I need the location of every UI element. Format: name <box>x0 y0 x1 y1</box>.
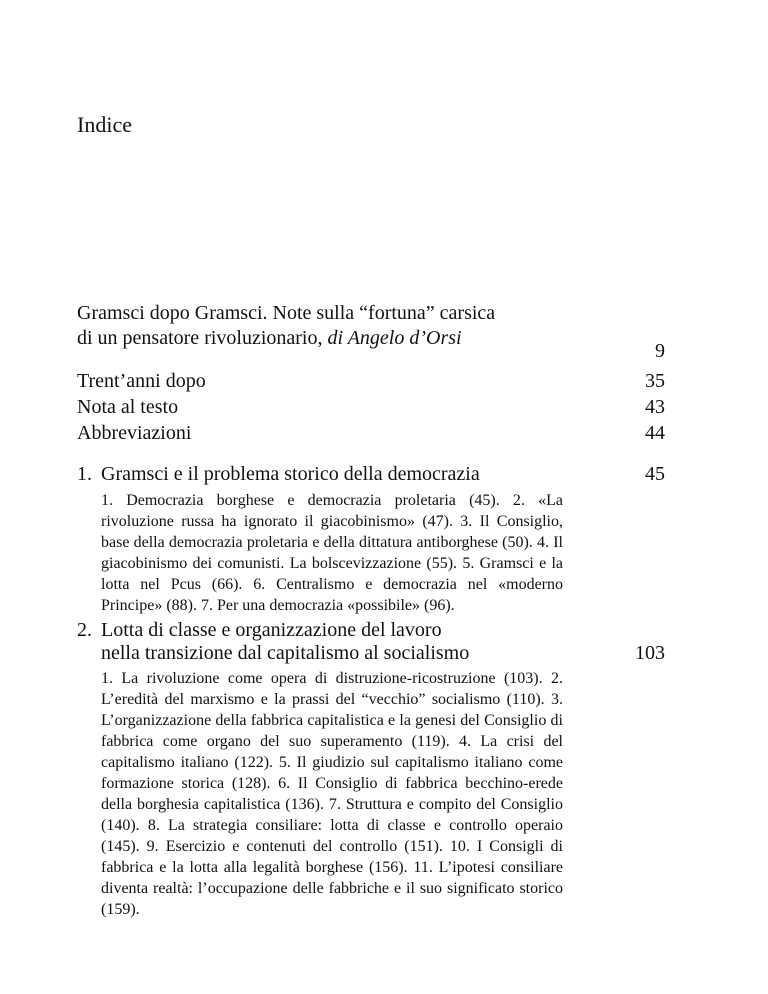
toc-page-abbreviazioni: 44 <box>645 422 665 444</box>
intro-page-number: 9 <box>655 340 665 362</box>
chapter-2-page: 103 <box>635 642 665 664</box>
toc-page-trentanni: 35 <box>645 370 665 392</box>
toc-entry-trentanni: Trent’anni dopo <box>77 370 206 392</box>
chapter-1-summary: 1. Democrazia borghese e democrazia proletaria (45). 2. «La rivoluzione russa ha ignorato il giacobinismo» (47). 3. Il Consiglio, base della democrazia proletaria e della dittatura antiborghese (50). 4. Il giacobinismo dei comunisti. La bolscevizzazione (55). 5. Gramsci e la lotta nel Pcus (66). 6. Centralismo e democrazia nel «moderno Principe» (88). 7. Per una democrazia «possibile» (96). <box>101 492 563 614</box>
chapter-2-number: 2. <box>77 619 92 641</box>
chapter-2-title-text: Lotta di classe e organizzazione del lavoro <box>101 619 442 641</box>
page-title: Indice <box>77 112 132 137</box>
chapter-1-page: 45 <box>645 463 665 485</box>
intro-title-text: di un pensatore rivoluzionario, <box>77 327 328 349</box>
chapter-2-title-line-2: nella transizione dal capitalismo al socialismo <box>101 642 470 664</box>
chapter-2-summary: 1. La rivoluzione come opera di distruzione-ricostruzione (103). 2. L’eredità del marxismo e la prassi del “vecchio” socialismo (110). 3. L’organizzazione della fabbrica capitalistica e la genesi del Consiglio di fabbrica come organo del suo superamento (119). 4. La crisi del capitalismo italiano (122). 5. Il giudizio sul capitalismo italiano come formazione storica (128). 6. Il Consiglio di fabbrica becchino-erede della borghesia capitalistica (136). 7. Struttura e compito del Consiglio (140). 8. La strategia consiliare: lotta di classe e controllo operaio (145). 9. Esercizio e contenuti del controllo (151). 10. I Consigli di fabbrica e la lotta alla legalità borghese (156). 11. L’ipotesi consiliare diventa realtà: l’occupazione delle fabbriche e il suo significato storico (159). <box>101 670 563 918</box>
chapter-1-title <box>77 463 480 486</box>
chapter-2-title <box>77 619 442 642</box>
intro-title-line-2 <box>77 327 462 350</box>
toc-entry-nota: Nota al testo <box>77 396 179 418</box>
toc-page-nota: 43 <box>645 396 665 418</box>
chapter-1-number: 1. <box>77 463 92 485</box>
toc-entry-abbreviazioni: Abbreviazioni <box>77 422 192 444</box>
intro-title-line-1: Gramsci dopo Gramsci. Note sulla “fortuna” carsica <box>77 302 496 324</box>
chapter-1-title-text: Gramsci e il problema storico della democrazia <box>101 463 480 485</box>
intro-author: di Angelo d’Orsi <box>327 327 462 349</box>
